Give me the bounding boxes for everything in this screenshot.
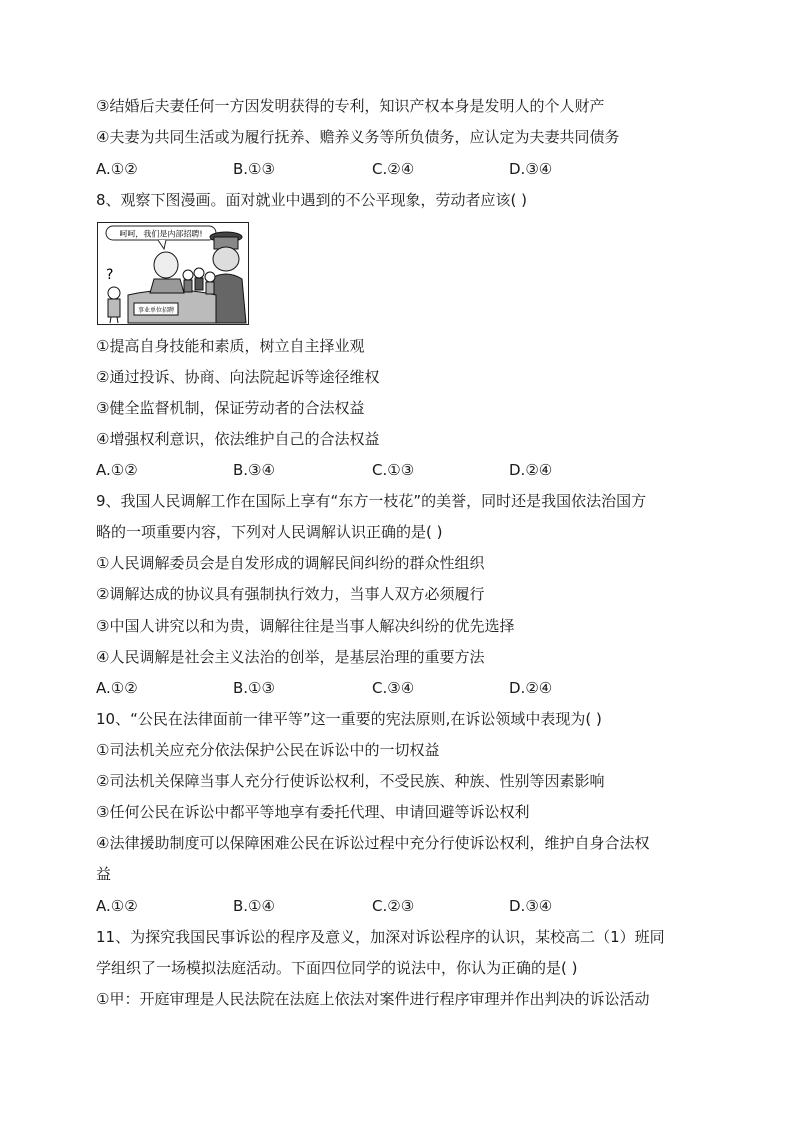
q10-item-2: ②司法机关保障当事人充分行使诉讼权利，不受民族、种族、性别等因素影响 [96,772,605,790]
q11-item-1: ①甲：开庭审理是人民法院在法庭上依法对案件进行程序审理并作出判决的诉讼活动 [96,990,650,1008]
q10-options [96,896,696,916]
q8-option-c: C.①③ [372,461,415,479]
q10-option-d: D.③④ [509,897,553,915]
q10-item-3: ③任何公民在诉讼中都平等地享有委托代理、申请回避等诉讼权利 [96,803,530,821]
q9-option-a: A.①② [96,679,138,697]
q9-item-3: ③中国人讲究以和为贵，调解往往是当事人解决纠纷的优先选择 [96,617,515,635]
q9-option-c: C.③④ [372,679,415,697]
q7-option-c: C.②④ [372,160,415,178]
q11-stem-line-1: 11、为探究我国民事诉讼的程序及意义，加深对诉讼程序的认识，某校高二（1）班同 [96,928,665,946]
q9-options [96,678,696,698]
q9-option-b: B.①③ [233,679,275,697]
q10-option-c: C.②③ [372,897,415,915]
q7-option-d: D.③④ [509,160,553,178]
q8-option-a: A.①② [96,461,138,479]
q9-item-2: ②调解达成的协议具有强制执行效力，当事人双方必须履行 [96,585,485,603]
q8-stem: 8、观察下图漫画。面对就业中遇到的不公平现象，劳动者应该( ) [96,191,528,209]
q8-item-4: ④增强权利意识，依法维护自己的合法权益 [96,430,380,448]
q10-item-4-continued: 益 [96,865,112,883]
q8-cartoon [97,222,249,325]
cartoon-question-mark: ? [106,267,114,283]
q8-options [96,460,696,480]
cartoon-speech-text: 呵呵，我们是内部招聘! [119,229,203,239]
q10-item-1: ①司法机关应充分依法保护公民在诉讼中的一切权益 [96,741,440,759]
q7-item-3: ③结婚后夫妻任何一方因发明获得的专利，知识产权本身是发明人的个人财产 [96,97,605,115]
q10-option-a: A.①② [96,897,138,915]
q7-option-b: B.①③ [233,160,275,178]
q10-item-4: ④法律援助制度可以保障困难公民在诉讼过程中充分行使诉讼权利，维护自身合法权 [96,834,650,852]
q9-stem-line-1: 9、我国人民调解工作在国际上享有“东方一枝花”的美誉，同时还是我国依法治国方 [96,492,647,510]
q8-item-1: ①提高自身技能和素质，树立自主择业观 [96,337,365,355]
q10-option-b: B.①④ [233,897,275,915]
q8-option-d: D.②④ [509,461,553,479]
q9-option-d: D.②④ [509,679,553,697]
q7-item-4: ④夫妻为共同生活或为履行抚养、赡养义务等所负债务，应认定为夫妻共同债务 [96,128,620,146]
q11-stem-line-2: 学组织了一场模拟法庭活动。下面四位同学的说法中，你认为正确的是( ) [96,959,578,977]
q9-item-1: ①人民调解委员会是自发形成的调解民间纠纷的群众性组织 [96,554,485,572]
q9-item-4: ④人民调解是社会主义法治的创举，是基层治理的重要方法 [96,648,485,666]
q10-stem: 10、“公民在法律面前一律平等”这一重要的宪法原则,在诉讼领域中表现为( ) [96,710,602,728]
q7-option-a: A.①② [96,160,138,178]
q9-stem-line-2: 略的一项重要内容，下列对人民调解认识正确的是( ) [96,523,443,541]
q8-item-2: ②通过投诉、协商、向法院起诉等途径维权 [96,368,380,386]
q8-option-b: B.③④ [233,461,275,479]
cartoon-sign-text: 事业单位招聘 [137,307,175,314]
q8-item-3: ③健全监督机制，保证劳动者的合法权益 [96,399,365,417]
q7-options [96,159,696,179]
